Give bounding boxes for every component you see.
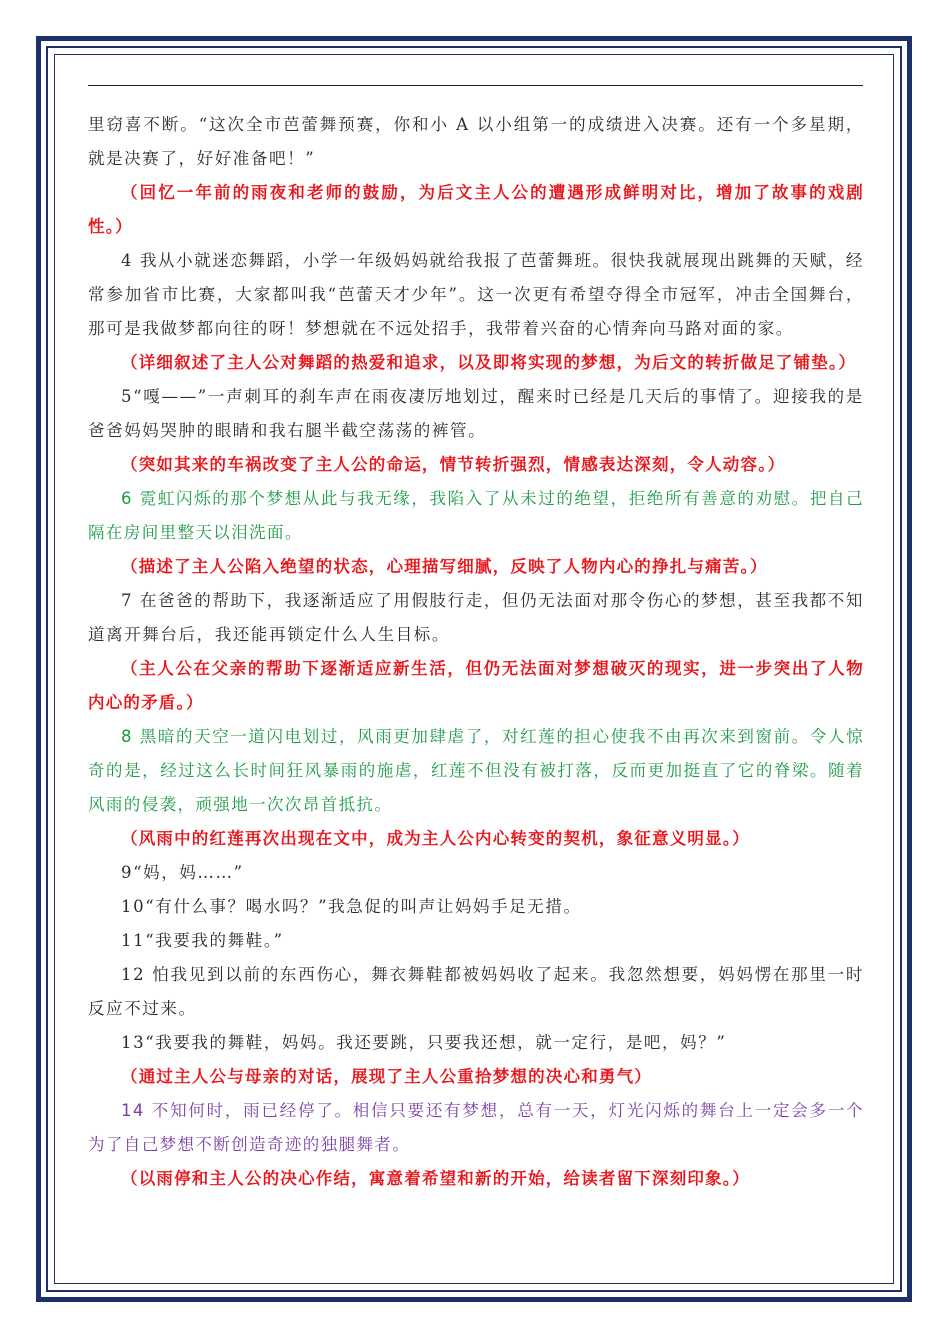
story-paragraph: 5“嘎——”一声刺耳的刹车声在雨夜凄厉地划过，醒来时已经是几天后的事情了。迎接我的是爸爸妈妈哭肿的眼睛和我右腿半截空荡荡的裤管。: [88, 387, 864, 440]
story-paragraph: 9“妈，妈……”: [121, 863, 244, 882]
story-paragraph: 里窃喜不断。“这次全市芭蕾舞预赛，你和小 A 以小组第一的成绩进入决赛。还有一个多星期，就是决赛了，好好准备吧！”: [88, 115, 864, 168]
annotation-paragraph: （主人公在父亲的帮助下逐渐适应新生活，但仍无法面对梦想破灭的现实，进一步突出了人物内心的矛盾。）: [88, 659, 864, 712]
annotation-paragraph: （回忆一年前的雨夜和老师的鼓励，为后文主人公的遭遇形成鲜明对比，增加了故事的戏剧性。）: [88, 183, 864, 236]
header-rule: [88, 85, 863, 86]
story-paragraph: 14 不知何时，雨已经停了。相信只要还有梦想，总有一天，灯光闪烁的舞台上一定会多一个为了自己梦想不断创造奇迹的独腿舞者。: [88, 1101, 864, 1154]
annotation-paragraph: （通过主人公与母亲的对话，展现了主人公重拾梦想的决心和勇气）: [121, 1067, 652, 1086]
document-body: [88, 108, 864, 1196]
story-paragraph: 12 怕我见到以前的东西伤心，舞衣舞鞋都被妈妈收了起来。我忽然想要，妈妈愣在那里一时反应不过来。: [88, 965, 864, 1018]
story-paragraph: 10“有什么事？喝水吗？”我急促的叫声让妈妈手足无措。: [121, 897, 582, 916]
annotation-paragraph: （风雨中的红莲再次出现在文中，成为主人公内心转变的契机，象征意义明显。）: [121, 829, 750, 848]
annotation-paragraph: （详细叙述了主人公对舞蹈的热爱和追求，以及即将实现的梦想，为后文的转折做足了铺垫。）: [121, 353, 857, 372]
story-paragraph: 13“我要我的舞鞋，妈妈。我还要跳，只要我还想，就一定行，是吧，妈？”: [121, 1033, 727, 1052]
story-paragraph: 7 在爸爸的帮助下，我逐渐适应了用假肢行走，但仍无法面对那令伤心的梦想，甚至我都不知道离开舞台后，我还能再锁定什么人生目标。: [88, 591, 864, 644]
annotation-paragraph: （突如其来的车祸改变了主人公的命运，情节转折强烈，情感表达深刻，令人动容。）: [121, 455, 786, 474]
story-paragraph: 11“我要我的舞鞋。”: [121, 931, 284, 950]
story-paragraph: 4 我从小就迷恋舞蹈，小学一年级妈妈就给我报了芭蕾舞班。很快我就展现出跳舞的天赋，经常参加省市比赛，大家都叫我“芭蕾天才少年”。这一次更有希望夺得全市冠军，冲击全国舞台，那可是我做梦都向往的呀！梦想就在不远处招手，我带着兴奋的心情奔向马路对面的家。: [88, 251, 864, 338]
story-paragraph: 6 霓虹闪烁的那个梦想从此与我无缘，我陷入了从未过的绝望，拒绝所有善意的劝慰。把自己隔在房间里整天以泪洗面。: [88, 489, 864, 542]
annotation-paragraph: （以雨停和主人公的决心作结，寓意着希望和新的开始，给读者留下深刻印象。）: [121, 1169, 750, 1188]
annotation-paragraph: （描述了主人公陷入绝望的状态，心理描写细腻，反映了人物内心的挣扎与痛苦。）: [121, 557, 768, 576]
story-paragraph: 8 黑暗的天空一道闪电划过，风雨更加肆虐了，对红莲的担心使我不由再次来到窗前。令人惊奇的是，经过这么长时间狂风暴雨的施虐，红莲不但没有被打落，反而更加挺直了它的脊梁。随着风雨的侵袭，顽强地一次次昂首抵抗。: [88, 727, 864, 814]
